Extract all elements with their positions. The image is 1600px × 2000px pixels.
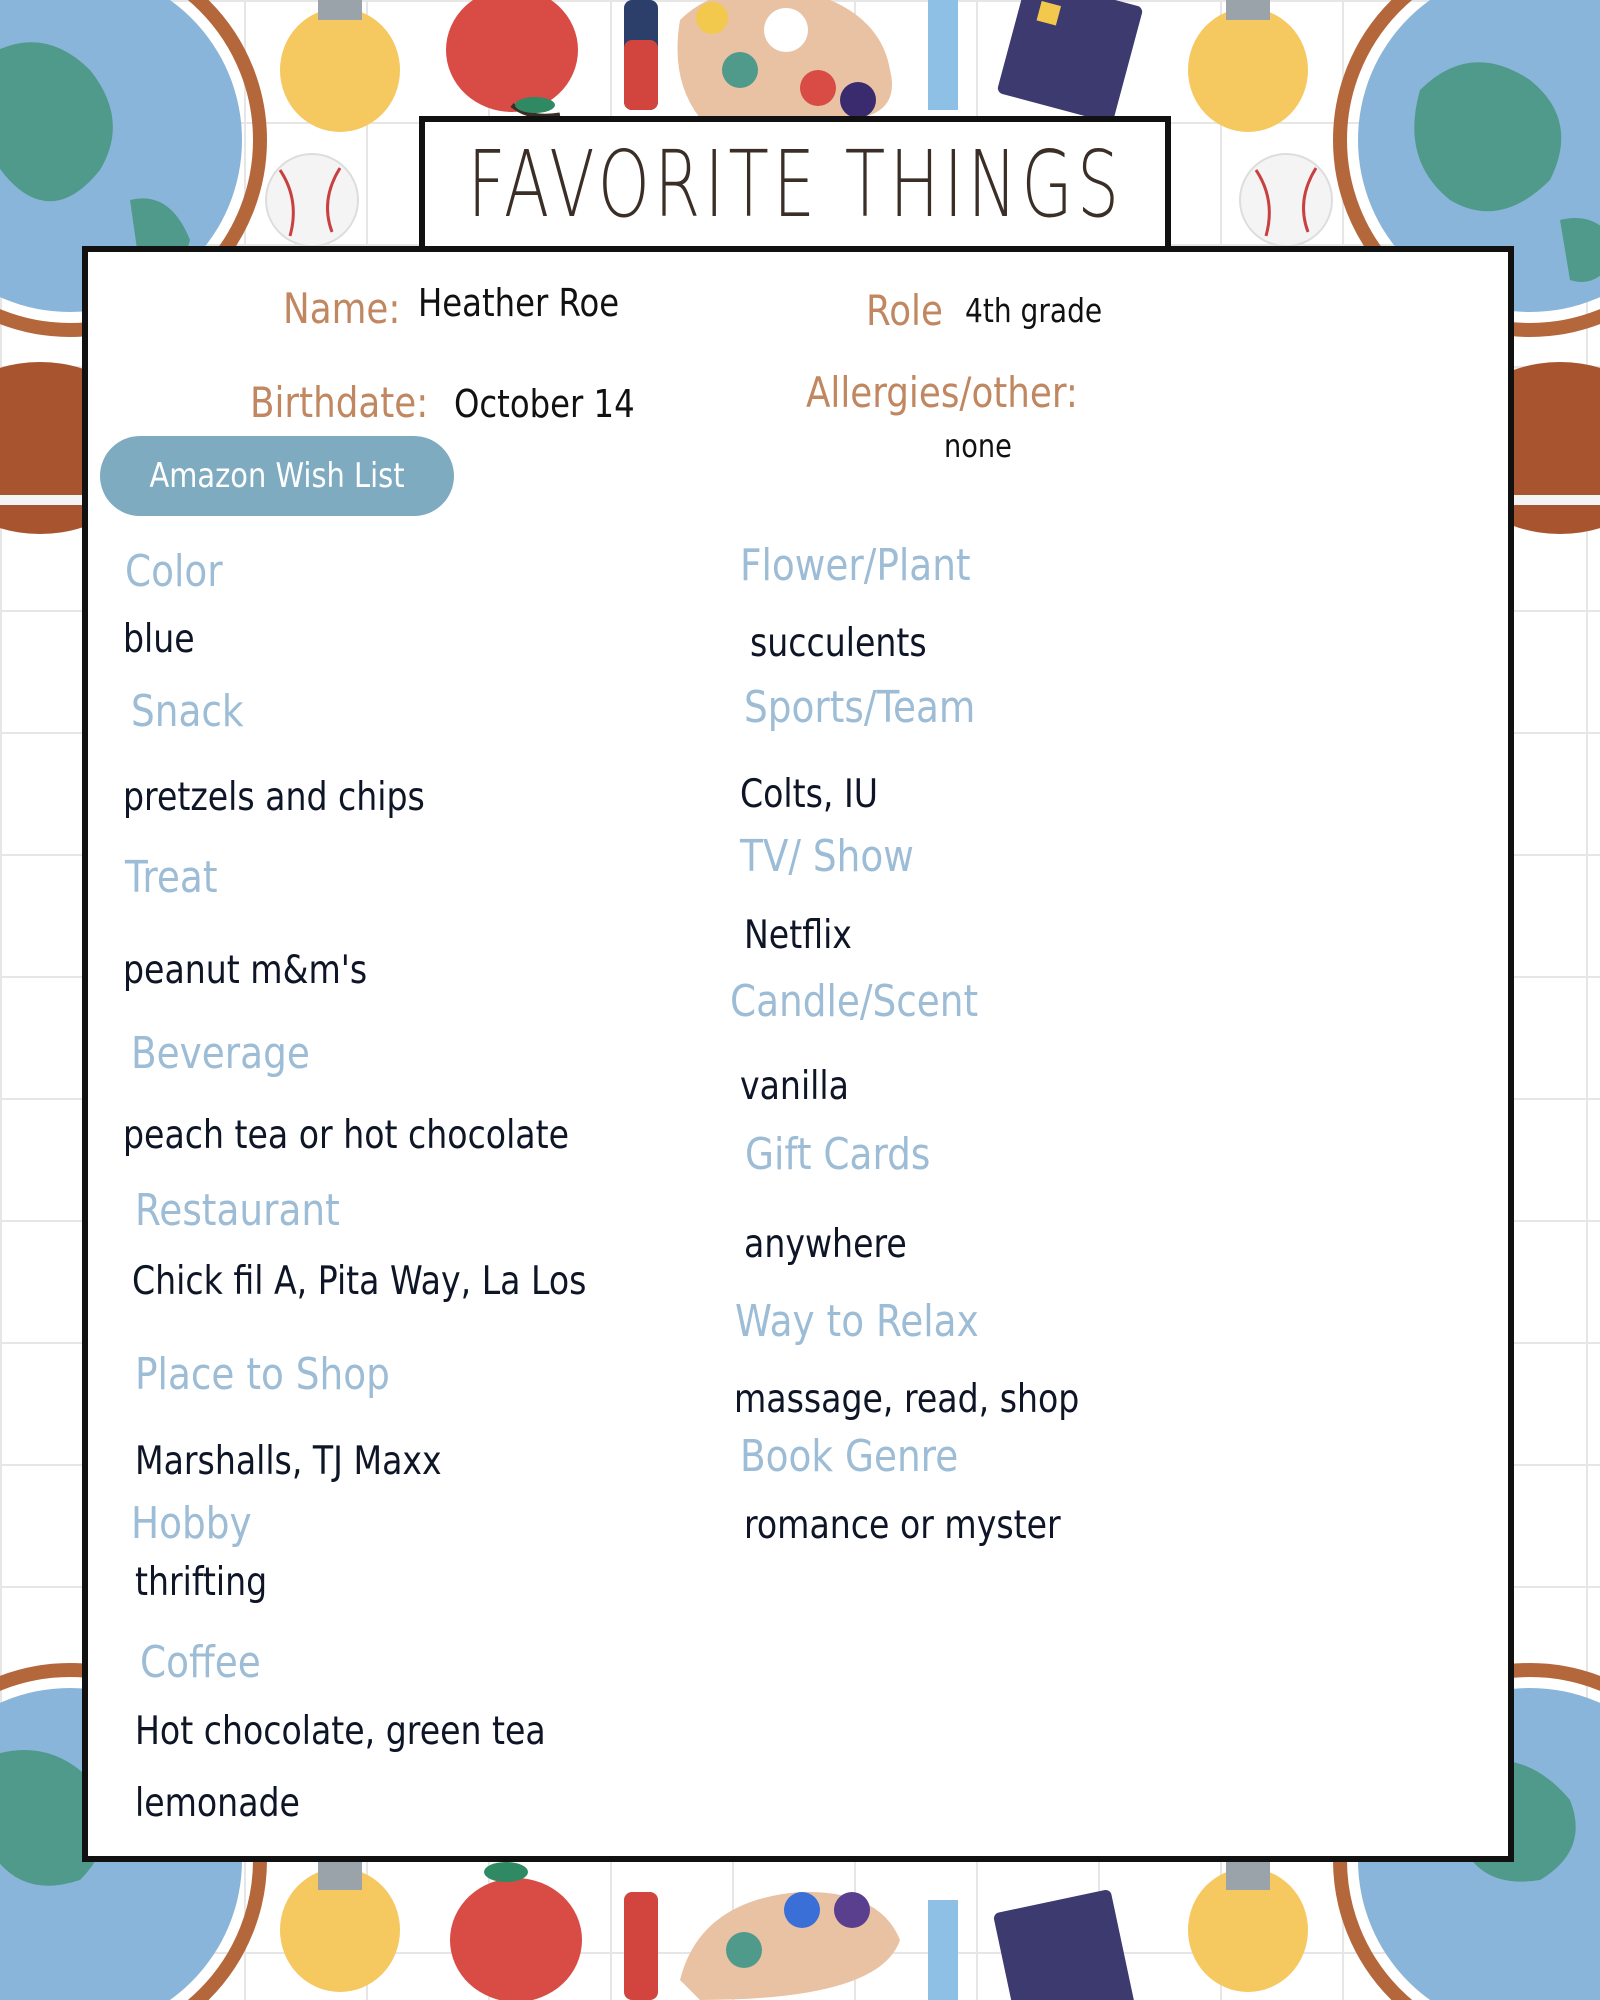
tv-show-label: TV/ Show (740, 831, 914, 882)
place-to-shop-label: Place to Shop (135, 1349, 390, 1400)
way-to-relax-value: massage, read, shop (734, 1377, 1080, 1422)
coffee-label: Coffee (140, 1637, 261, 1688)
flower-plant-label: Flower/Plant (740, 540, 971, 591)
hobby-value: thrifting (135, 1560, 268, 1605)
color-label: Color (125, 546, 223, 597)
coffee-value: Hot chocolate, green tea (135, 1709, 546, 1754)
allergies-value: none (944, 427, 1012, 465)
role-label: Role (866, 286, 943, 335)
calculator-icon (993, 1889, 1135, 2000)
beverage-label: Beverage (131, 1028, 310, 1079)
snack-label: Snack (131, 686, 244, 737)
gift-cards-value: anywhere (744, 1222, 907, 1267)
name-label: Name: (283, 284, 401, 333)
treat-label: Treat (125, 852, 218, 903)
amazon-wish-list-button[interactable] (100, 436, 454, 516)
hobby-label: Hobby (131, 1498, 252, 1549)
paint-palette-icon (680, 1892, 900, 2000)
page-title: FAVORITE THINGS (467, 130, 1123, 238)
lightbulb-icon (280, 0, 400, 132)
allergies-label: Allergies/other: (806, 368, 1078, 417)
pencil-icon (624, 1892, 658, 2000)
birthdate-value: October 14 (454, 382, 635, 426)
snack-value: pretzels and chips (123, 775, 425, 820)
baseball-icon (1240, 154, 1332, 246)
candle-scent-label: Candle/Scent (730, 976, 979, 1027)
sports-team-value: Colts, IU (740, 772, 879, 817)
role-value: 4th grade (965, 291, 1103, 330)
pencil-icon (928, 0, 958, 110)
sports-team-label: Sports/Team (744, 682, 976, 733)
amazon-wish-list-label: Amazon Wish List (149, 456, 405, 496)
flower-plant-value: succulents (750, 621, 927, 666)
treat-value: peanut m&m's (123, 948, 368, 993)
birthdate-label: Birthdate: (250, 378, 429, 427)
apple-icon (450, 1862, 582, 2000)
restaurant-value: Chick fil A, Pita Way, La Los (132, 1259, 587, 1304)
book-genre-value: romance or myster (744, 1503, 1061, 1548)
tv-show-value: Netflix (744, 913, 852, 958)
lightbulb-icon (280, 1860, 400, 1992)
lightbulb-icon (1188, 1860, 1308, 1992)
pencil-icon (928, 1900, 958, 2000)
place-to-shop-value: Marshalls, TJ Maxx (135, 1439, 442, 1484)
coffee-value-2: lemonade (135, 1781, 300, 1826)
title-banner (419, 116, 1171, 252)
book-genre-label: Book Genre (740, 1431, 959, 1482)
baseball-icon (266, 154, 358, 246)
way-to-relax-label: Way to Relax (735, 1296, 979, 1347)
beverage-value: peach tea or hot chocolate (123, 1113, 569, 1158)
color-value: blue (123, 617, 195, 662)
calculator-icon (997, 0, 1144, 123)
candle-scent-value: vanilla (740, 1064, 849, 1109)
paint-palette-icon (678, 0, 893, 118)
lightbulb-icon (1188, 0, 1308, 132)
gift-cards-label: Gift Cards (745, 1129, 931, 1180)
pencil-icon (624, 0, 658, 110)
restaurant-label: Restaurant (135, 1185, 340, 1236)
name-value: Heather Roe (418, 281, 620, 325)
apple-icon (446, 0, 578, 116)
